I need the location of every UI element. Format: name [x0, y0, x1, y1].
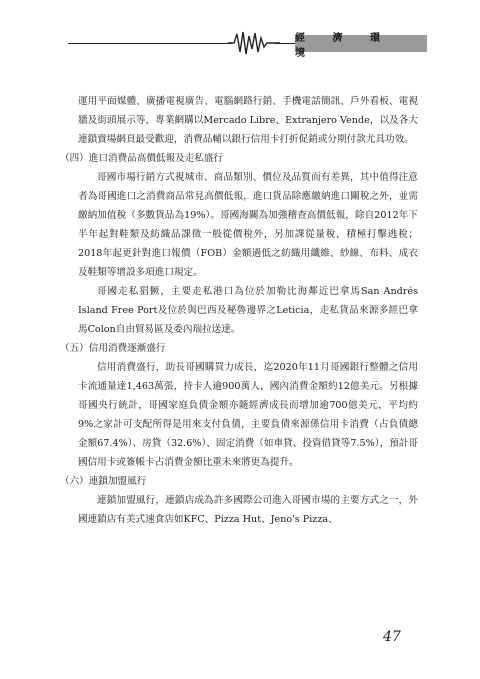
heartbeat-line-icon [228, 30, 280, 56]
page-number: 47 [383, 629, 401, 645]
section-title: 經 濟 環 境 [295, 32, 392, 59]
paragraph: 哥國市場行銷方式視城市、商品類別、價位及品質而有差異，其中值得注意者為哥國進口之消費商品常見高價低報，進口貨品除應繳納進口關稅之外，並需繳納加值稅（多數貨品為19%）。哥國海關為加強稽查高價低報，除自2012年下半年起對鞋類及紡織品課徵一般從價稅外，另加課從量稅，積極打擊逃稅；2018年起更針對進口報價（FOB）金額過低之紡織用纖維、紗線、布料、成衣及鞋類等增設多項進口規定。 [78, 172, 418, 278]
paragraph: 哥國走私猖獗，主要走私港口為位於加勒比海鄰近巴拿馬San Andrés Island Free Port及位於與巴西及秘魯邊界之Leticia，走私貨品來源多經巴拿馬Colon自由貿易區及委內瑞拉送達。 [78, 286, 418, 335]
subheading: （四）進口消費品高價低報及走私盛行 [60, 153, 224, 164]
section-title-banner [295, 32, 427, 59]
paragraph: 連鎖加盟風行，連鎖店成為許多國際公司進入哥國市場的主要方式之一，外國連鎖店有美式速食店如KFC、Pizza Hut、Jeno's Pizza、 [78, 495, 418, 525]
page-header [0, 0, 480, 70]
paragraph: 運用平面媒體、廣播電視廣告、電腦網路行銷、手機電話簡訊、戶外看板、電視牆及街頭展示等，專業網購以Mercado Libre、Extranjero Vende，以及各大連鎖賣場網頁最受歡迎，消費品輔以銀行信用卡打折促銷或分期付款尤具功效。 [78, 96, 418, 145]
header-rule-right [275, 43, 295, 44]
header-rule-left [68, 43, 232, 44]
subheading: （五）信用消費逐漸盛行 [60, 343, 166, 354]
subheading: （六）連鎖加盟風行 [60, 476, 147, 487]
body-text [60, 92, 418, 529]
paragraph: 信用消費盛行，助長哥國購買力成長，迄2020年11月哥國銀行整體之信用卡流通量達1,463萬張，持卡人逾900萬人，國內消費金額約12億美元。另根據哥國央行統計，哥國家庭負債金額亦隨經濟成長而增加逾700億美元，平均約9%之家計可支配所得是用來支付負債，主要負債來源係信用卡消費（占負債總金額67.4%）、房貸（32.6%）、固定消費（如車貸、投資借貸等7.5%），預計哥國信用卡或簽帳卡占消費金額比重未來將更為提升。 [78, 362, 418, 468]
